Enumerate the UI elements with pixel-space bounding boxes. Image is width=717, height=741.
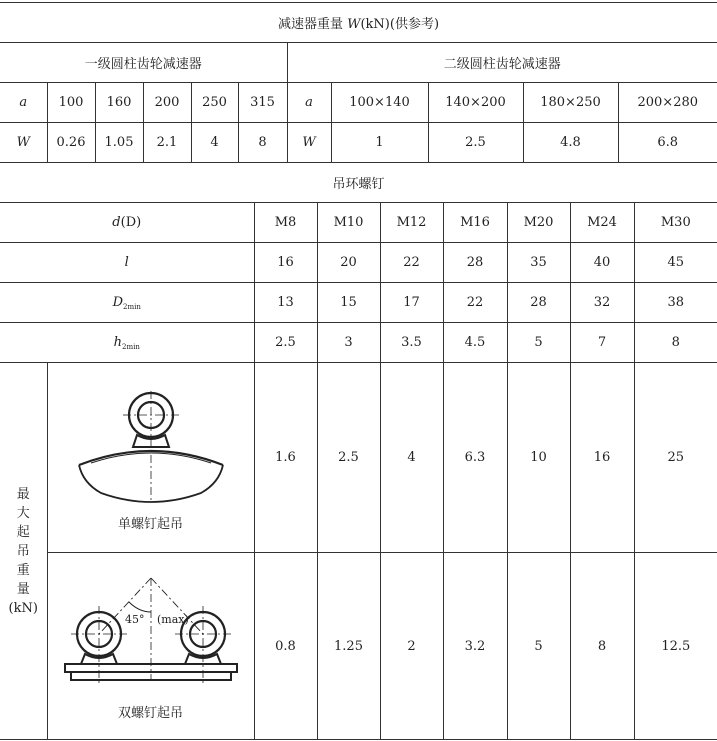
- angle-label: 45°: [124, 612, 144, 626]
- single-lift-figure-cell: [47, 363, 254, 553]
- single-lift-value-cell: 25: [634, 363, 717, 553]
- d-value-cell: M20: [507, 203, 570, 243]
- bolt-l-row: [0, 243, 717, 283]
- double-a-cell: 140×200: [428, 83, 523, 123]
- double-a-cell: 100×140: [331, 83, 428, 123]
- a-label: a: [0, 83, 47, 123]
- D2min-label: $D_{2min}$: [0, 283, 254, 323]
- h2-value-cell: 7: [570, 323, 634, 363]
- single-lift-value-cell: 1.6: [254, 363, 317, 553]
- single-w-cell: 4: [191, 123, 238, 163]
- h2-value-cell: 8: [634, 323, 717, 363]
- l-value-cell: 16: [254, 243, 317, 283]
- single-lift-value-cell: 2.5: [317, 363, 380, 553]
- l-value-cell: 45: [634, 243, 717, 283]
- double-lift-value-cell: 5: [507, 553, 570, 740]
- D2-value-cell: 15: [317, 283, 380, 323]
- double-a-cell: 200×280: [618, 83, 717, 123]
- l-value-cell: 28: [443, 243, 507, 283]
- d-value-cell: M16: [443, 203, 507, 243]
- single-lift-value-cell: 6.3: [443, 363, 507, 553]
- single-w-cell: 1.05: [95, 123, 143, 163]
- double-w-cell: 2.5: [428, 123, 523, 163]
- single-lift-value-cell: 10: [507, 363, 570, 553]
- double-bolt-lift-diagram: [61, 572, 241, 702]
- a-label: a: [287, 83, 331, 123]
- single-w-cell: 2.1: [143, 123, 191, 163]
- h2-value-cell: 5: [507, 323, 570, 363]
- h2-value-cell: 3.5: [380, 323, 443, 363]
- bolt-D2-row: [0, 283, 717, 323]
- l-value-cell: 40: [570, 243, 634, 283]
- double-lift-value-cell: 8: [570, 553, 634, 740]
- single-bolt-lift-diagram: [71, 383, 231, 513]
- bolt-d-row: [0, 203, 717, 243]
- l-value-cell: 22: [380, 243, 443, 283]
- single-a-cell: 100: [47, 83, 95, 123]
- reducer-title-row: [0, 3, 717, 43]
- D2-value-cell: 32: [570, 283, 634, 323]
- D2-value-cell: 13: [254, 283, 317, 323]
- single-w-cell: 0.26: [47, 123, 95, 163]
- single-a-cell: 250: [191, 83, 238, 123]
- reducer-a-row: [0, 83, 717, 123]
- w-label: W: [287, 123, 331, 163]
- w-label: W: [0, 123, 47, 163]
- reducer-table-title: 减速器重量 W(kN)(供参考): [0, 3, 717, 43]
- l-label: l: [0, 243, 254, 283]
- bolt-h2-row: [0, 323, 717, 363]
- angle-arc: [129, 602, 151, 612]
- single-a-cell: 315: [238, 83, 287, 123]
- d-label: d(D): [0, 203, 254, 243]
- single-lift-caption: 单螺钉起吊: [117, 517, 183, 532]
- d-value-cell: M30: [634, 203, 717, 243]
- double-lift-value-cell: 1.25: [317, 553, 380, 740]
- double-lift-value-cell: 0.8: [254, 553, 317, 740]
- h2-value-cell: 3: [317, 323, 380, 363]
- double-lift-row: [0, 553, 717, 740]
- single-stage-header: 一级圆柱齿轮减速器: [0, 43, 287, 83]
- double-a-cell: 180×250: [523, 83, 618, 123]
- double-lift-figure-cell: [47, 553, 254, 740]
- double-w-cell: 6.8: [618, 123, 717, 163]
- single-w-cell: 8: [238, 123, 287, 163]
- reducer-weight-table: [0, 2, 717, 163]
- double-w-cell: 4.8: [523, 123, 618, 163]
- single-a-cell: 200: [143, 83, 191, 123]
- double-stage-header: 二级圆柱齿轮减速器: [287, 43, 717, 83]
- bolt-title-row: [0, 163, 717, 203]
- h2min-label: $h_{2min}$: [0, 323, 254, 363]
- single-lift-value-cell: 4: [380, 363, 443, 553]
- d-value-cell: M12: [380, 203, 443, 243]
- d-value-cell: M8: [254, 203, 317, 243]
- double-lift-value-cell: 12.5: [634, 553, 717, 740]
- d-value-cell: M10: [317, 203, 380, 243]
- eye-bolt-table: [0, 162, 717, 740]
- D2-value-cell: 38: [634, 283, 717, 323]
- D2-value-cell: 17: [380, 283, 443, 323]
- l-value-cell: 35: [507, 243, 570, 283]
- double-lift-value-cell: 2: [380, 553, 443, 740]
- double-lift-value-cell: 3.2: [443, 553, 507, 740]
- double-lift-caption: 双螺钉起吊: [117, 705, 183, 721]
- D2-value-cell: 28: [507, 283, 570, 323]
- single-lift-row: [0, 363, 717, 553]
- d-value-cell: M24: [570, 203, 634, 243]
- l-value-cell: 20: [317, 243, 380, 283]
- bolt-table-title: 吊环螺钉: [0, 163, 717, 203]
- h2-value-cell: 2.5: [254, 323, 317, 363]
- h2-value-cell: 4.5: [443, 323, 507, 363]
- reducer-w-row: [0, 123, 717, 163]
- single-a-cell: 160: [95, 83, 143, 123]
- single-lift-value-cell: 16: [570, 363, 634, 553]
- reducer-stage-header-row: [0, 43, 717, 83]
- D2-value-cell: 22: [443, 283, 507, 323]
- max-label: (max): [156, 612, 189, 626]
- double-w-cell: 1: [331, 123, 428, 163]
- max-load-label: 最 大 起 吊 重 量 (kN): [0, 363, 47, 740]
